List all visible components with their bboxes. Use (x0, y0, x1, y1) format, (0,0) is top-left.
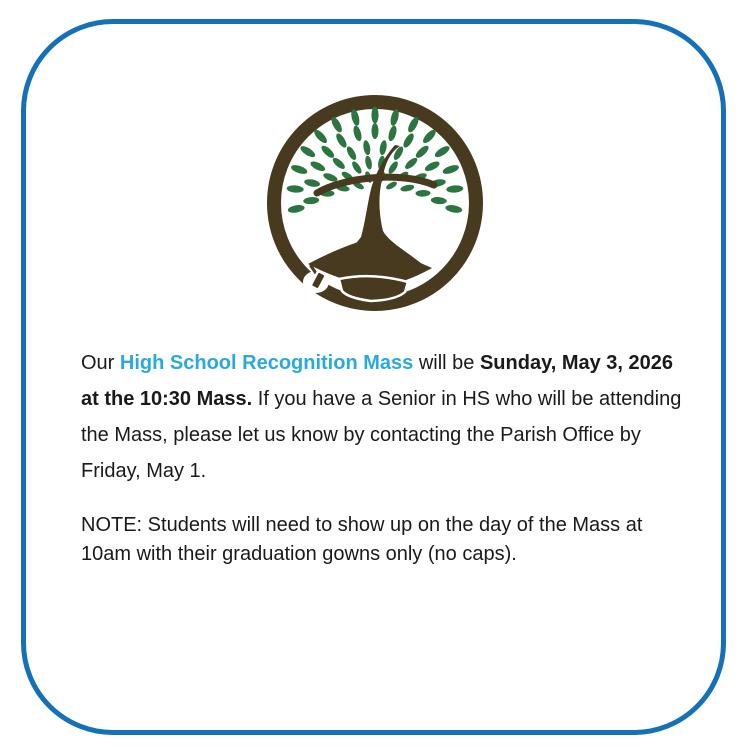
leaf-icon (331, 156, 347, 171)
announcement-text (81, 345, 683, 569)
leaf-icon (421, 128, 438, 145)
leaf-icon (350, 160, 363, 175)
leaf-icon (362, 140, 371, 156)
leaf-icon (400, 184, 415, 193)
text-segment-highlight-bold: High School Recognition Mass (119, 352, 414, 374)
leaf-icon (445, 204, 463, 214)
leaf-icon (345, 145, 358, 161)
leaf-icon (387, 160, 400, 175)
text-segment-normal: NOTE: Students will need to show up on the day of the Mass at 10am with their graduation gowns only (no caps). (81, 514, 643, 565)
text-segment-normal: If you have a Senior in HS who will be attending the Mass, please let us know by contacting the Parish Office by Friday, May 1. (81, 388, 682, 482)
leaf-icon (304, 178, 321, 188)
leaf-icon (403, 156, 419, 171)
leaf-icon (385, 180, 398, 191)
leaf-icon (303, 196, 320, 204)
leaf-icon (287, 204, 305, 214)
leaf-icon (299, 144, 317, 159)
leaf-icon (414, 144, 431, 160)
text-segment-normal: will be (413, 352, 480, 374)
leaf-icon (309, 160, 326, 173)
school-logo (262, 92, 490, 320)
leaf-icon (352, 125, 363, 142)
tree-cross-graduation-cap-icon (262, 92, 490, 320)
leaf-icon (433, 144, 451, 159)
leaf-icon (334, 132, 348, 149)
leaf-icon (379, 140, 388, 156)
leaf-icon (290, 163, 308, 175)
leaf-icon (431, 196, 448, 204)
leaf-icon (446, 185, 463, 193)
leaf-icon (320, 144, 337, 160)
leaf-icon (372, 123, 379, 139)
leaf-icon (423, 160, 440, 173)
leaf-icon (371, 107, 378, 124)
leaf-icon (401, 132, 415, 149)
leaf-icon (364, 155, 373, 170)
leaf-icon (387, 125, 398, 142)
mass-announcement-paragraph (81, 345, 683, 489)
leaf-icon (442, 163, 460, 175)
leaf-icon (286, 185, 303, 193)
note-paragraph (81, 511, 683, 569)
leaf-icon (312, 128, 329, 145)
text-segment-normal: Our (81, 352, 120, 374)
text-segment-bold: Sunday, May 3, 2026 at the 10:30 Mass. (81, 352, 674, 410)
leaf-icon (415, 190, 430, 197)
